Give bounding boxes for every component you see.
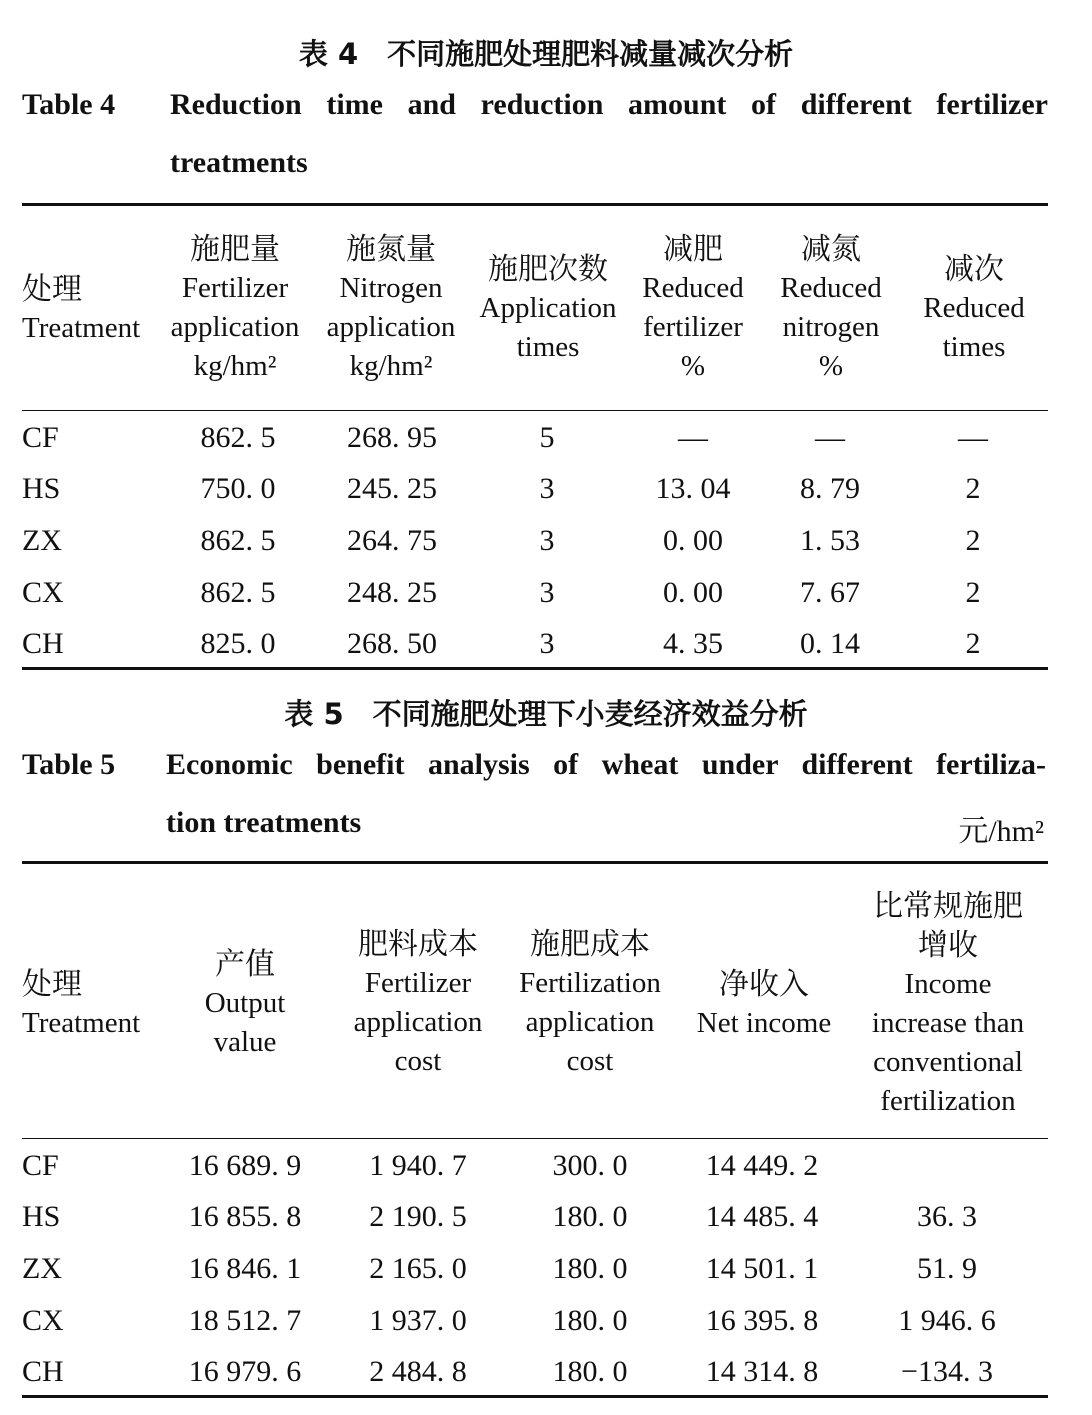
table5-cell-fertilizer-cost: 1 940. 7 xyxy=(369,1149,467,1182)
table4-cell-times: 3 xyxy=(539,576,555,609)
table4-cell-reduced-nitrogen: 1. 53 xyxy=(800,524,860,557)
table4-cell-reduced-fertilizer: 4. 35 xyxy=(663,627,723,660)
table4-header-reduced-fertilizer: 减肥 Reduced fertilizer % xyxy=(642,232,744,382)
table4-header-application-times: 施肥次数 Application times xyxy=(479,252,617,363)
table5-cell-treatment: CF xyxy=(22,1149,59,1182)
table5-cell-income-increase: 51. 9 xyxy=(917,1252,977,1285)
table4-title-zh: 表 4 不同施肥处理肥料减量减次分析 xyxy=(298,37,794,71)
table5-header-net-income: 净收入 Net income xyxy=(696,967,832,1039)
table4-cell-fertilizer: 862. 5 xyxy=(200,421,276,454)
table5-cell-fertilizer-cost: 1 937. 0 xyxy=(369,1304,467,1337)
table4-cell-reduced-nitrogen: 0. 14 xyxy=(800,627,860,660)
table4-cell-reduced-times: 2 xyxy=(965,524,981,557)
table4-header-treatment: 处理 Treatment xyxy=(22,272,141,344)
table4-header-reduced-times: 减次 Reduced times xyxy=(923,252,1025,363)
table5-cell-income-increase: 1 946. 6 xyxy=(898,1304,996,1337)
table5-header-fertilization-cost: 施肥成本 Fertilization application cost xyxy=(519,927,661,1077)
table4-cell-reduced-fertilizer: — xyxy=(678,421,708,454)
table4-cell-reduced-fertilizer: 0. 00 xyxy=(663,524,723,557)
table5-header-fertilizer-cost: 肥料成本 Fertilizer application cost xyxy=(353,927,483,1077)
table4-label: Table 4 xyxy=(22,88,116,121)
table5-cell-treatment: ZX xyxy=(22,1252,62,1285)
table4-cell-times: 5 xyxy=(539,421,555,454)
table4-cell-treatment: CH xyxy=(22,627,64,660)
table4-header-reduced-nitrogen: 减氮 Reduced nitrogen % xyxy=(780,232,882,382)
table4-cell-nitrogen: 268. 95 xyxy=(347,421,437,454)
table4-header-fertilizer: 施肥量 Fertilizer application kg/hm² xyxy=(170,232,300,382)
table5-cell-output: 16 855. 8 xyxy=(188,1200,302,1233)
table5-cell-fertilizer-cost: 2 190. 5 xyxy=(369,1200,467,1233)
table4-header-rule xyxy=(22,410,1048,411)
table5-cell-income-increase: −134. 3 xyxy=(901,1355,993,1388)
table5-bottom-rule xyxy=(22,1395,1048,1398)
table5-cell-output: 16 979. 6 xyxy=(188,1355,302,1388)
table4-cell-reduced-times: 2 xyxy=(965,472,981,505)
table4-cell-treatment: CF xyxy=(22,421,59,454)
table5-header-rule xyxy=(22,1138,1048,1139)
table4-cell-nitrogen: 268. 50 xyxy=(347,627,437,660)
table5-header-income-increase: 比常规施肥 增收 Income increase than conventional fertilization xyxy=(871,889,1025,1117)
table4-header-nitrogen: 施氮量 Nitrogen application kg/hm² xyxy=(326,232,456,382)
table4-cell-times: 3 xyxy=(539,524,555,557)
table5-cell-treatment: HS xyxy=(22,1200,61,1233)
table5-cell-fertilizer-cost: 2 165. 0 xyxy=(369,1252,467,1285)
table5-header-treatment: 处理 Treatment xyxy=(22,967,141,1039)
table5-cell-fertilizer-cost: 2 484. 8 xyxy=(369,1355,467,1388)
table5-cell-net-income: 16 395. 8 xyxy=(705,1304,819,1337)
table5-label: Table 5 xyxy=(22,748,116,781)
table4-cell-fertilizer: 862. 5 xyxy=(200,524,276,557)
table5-cell-fertilization-cost: 300. 0 xyxy=(552,1149,628,1182)
table4-cell-nitrogen: 248. 25 xyxy=(347,576,437,609)
table4-cell-treatment: HS xyxy=(22,472,61,505)
table4-cell-reduced-nitrogen: — xyxy=(815,421,845,454)
table4-cell-reduced-fertilizer: 13. 04 xyxy=(655,472,731,505)
table5-cell-treatment: CX xyxy=(22,1304,64,1337)
table4-cell-reduced-times: 2 xyxy=(965,576,981,609)
table4-cell-reduced-fertilizer: 0. 00 xyxy=(663,576,723,609)
table5-cell-fertilization-cost: 180. 0 xyxy=(552,1252,628,1285)
table4-cell-times: 3 xyxy=(539,627,555,660)
table5-unit: 元/hm² xyxy=(958,815,1044,848)
table4-cell-treatment: ZX xyxy=(22,524,62,557)
table4-cell-treatment: CX xyxy=(22,576,64,609)
table4-cell-reduced-times: — xyxy=(958,421,988,454)
table4-cell-fertilizer: 750. 0 xyxy=(200,472,276,505)
table5-cell-net-income: 14 485. 4 xyxy=(705,1200,819,1233)
table5-cell-fertilization-cost: 180. 0 xyxy=(552,1304,628,1337)
table5-cell-fertilization-cost: 180. 0 xyxy=(552,1355,628,1388)
table5-cell-fertilization-cost: 180. 0 xyxy=(552,1200,628,1233)
table5-caption-line2: tion treatments xyxy=(166,806,362,839)
table5-cell-output: 16 689. 9 xyxy=(188,1149,302,1182)
table4-cell-fertilizer: 825. 0 xyxy=(200,627,276,660)
table5-cell-treatment: CH xyxy=(22,1355,64,1388)
table5-cell-net-income: 14 449. 2 xyxy=(705,1149,819,1182)
table4-cell-fertilizer: 862. 5 xyxy=(200,576,276,609)
table5-cell-output: 16 846. 1 xyxy=(188,1252,302,1285)
table4-cell-nitrogen: 245. 25 xyxy=(347,472,437,505)
table4-cell-nitrogen: 264. 75 xyxy=(347,524,437,557)
table4-bottom-rule xyxy=(22,667,1048,670)
table5-header-output: 产值 Output value xyxy=(204,947,286,1058)
table5-cell-income-increase: 36. 3 xyxy=(917,1200,977,1233)
table4-cell-reduced-nitrogen: 8. 79 xyxy=(800,472,860,505)
table5-top-rule xyxy=(22,861,1048,864)
table4-cell-times: 3 xyxy=(539,472,555,505)
table5-cell-net-income: 14 314. 8 xyxy=(705,1355,819,1388)
table4-top-rule xyxy=(22,203,1048,206)
table5-cell-output: 18 512. 7 xyxy=(188,1304,302,1337)
table5-title-zh: 表 5 不同施肥处理下小麦经济效益分析 xyxy=(284,697,808,731)
table4-caption-line1: Reduction time and reduction amount of different fertilizer xyxy=(170,88,1048,121)
table4-cell-reduced-nitrogen: 7. 67 xyxy=(800,576,860,609)
table5-cell-net-income: 14 501. 1 xyxy=(705,1252,819,1285)
table4-caption-line2: treatments xyxy=(170,146,308,179)
table4-cell-reduced-times: 2 xyxy=(965,627,981,660)
table5-caption-line1: Economic benefit analysis of wheat under different fertiliza- xyxy=(166,748,1046,781)
